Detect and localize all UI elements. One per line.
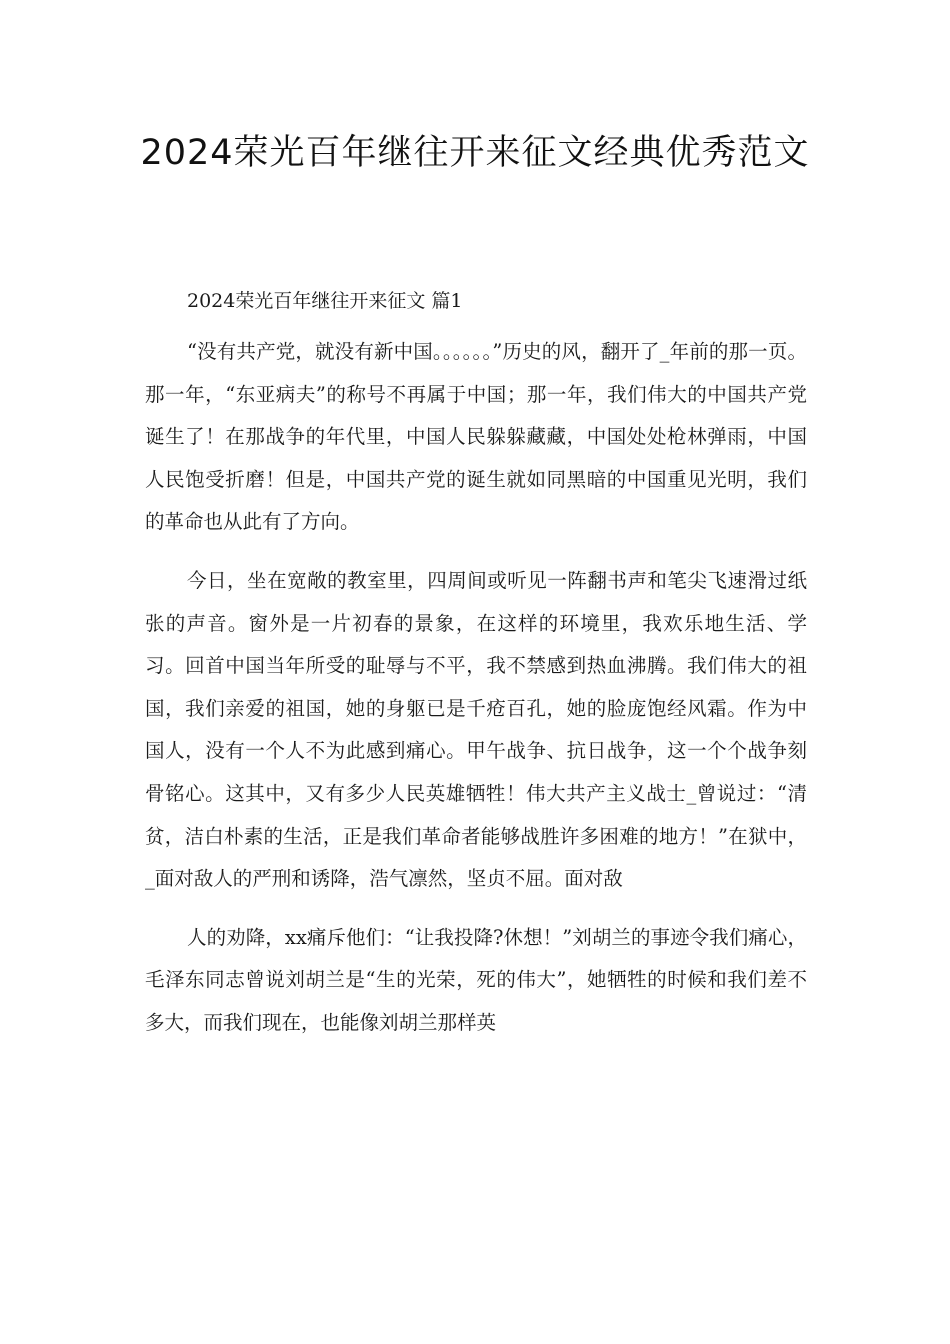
document-body (145, 283, 807, 1061)
paragraph-2: 今日，坐在宽敞的教室里，四周间或听见一阵翻书声和笔尖飞速滑过纸张的声音。窗外是一片初春的景象，在这样的环境里，我欢乐地生活、学习。回首中国当年所受的耻辱与不平，我不禁感到热血沸腾。我们伟大的祖国，我们亲爱的祖国，她的身躯已是千疮百孔，她的脸庞饱经风霜。作为中国人，没有一个人不为此感到痛心。甲午战争、抗日战争，这一个个战争刻骨铭心。这其中，又有多少人民英雄牺牲！伟大共产主义战士_曾说过：“清贫，洁白朴素的生活，正是我们革命者能够战胜许多困难的地方！”在狱中，_面对敌人的严刑和诱降，浩气凛然，坚贞不屈。面对敌 (145, 568, 807, 891)
document-title: 2024荣光百年继往开来征文经典优秀范文 (140, 133, 810, 173)
paragraph-3: 人的劝降，xx痛斥他们：“让我投降?休想！”刘胡兰的事迹令我们痛心，毛泽东同志曾说刘胡兰是“生的光荣，死的伟大”，她牺牲的时候和我们差不多大，而我们现在，也能像刘胡兰那样英 (145, 925, 807, 1034)
section-heading: 2024荣光百年继往开来征文 篇1 (187, 290, 463, 312)
paragraph-1: “没有共产党，就没有新中国。。。。。。”历史的风，翻开了_年前的那一页。那一年，“东亚病夫”的称号不再属于中国；那一年，我们伟大的中国共产党诞生了！在那战争的年代里，中国人民躲躲藏藏，中国处处枪林弹雨，中国人民饱受折磨！但是，中国共产党的诞生就如同黑暗的中国重见光明，我们的革命也从此有了方向。 (145, 340, 807, 534)
